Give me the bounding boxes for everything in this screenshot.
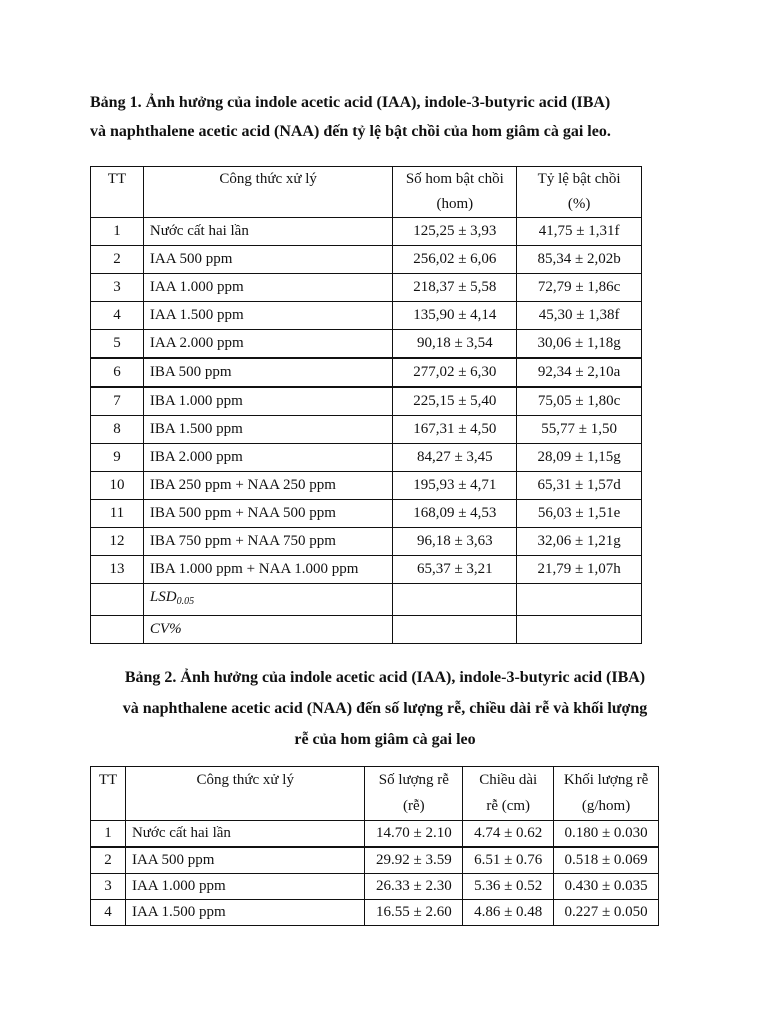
cell-formula: IBA 2.000 ppm xyxy=(143,444,393,472)
cell-shoot-count: 195,93 ± 4,71 xyxy=(393,472,517,500)
cell-formula: IBA 500 ppm xyxy=(143,358,393,387)
table-row xyxy=(91,500,642,528)
cell-shoot-rate: 72,79 ± 1,86c xyxy=(517,274,642,302)
header-root-mass xyxy=(554,767,659,821)
cell-root-count: 26.33 ± 2.30 xyxy=(365,874,463,900)
cell-shoot-rate: 92,34 ± 2,10a xyxy=(517,358,642,387)
cell-empty xyxy=(91,616,144,644)
table-row xyxy=(91,218,642,246)
cell-formula: IBA 1.500 ppm xyxy=(143,416,393,444)
header-tt xyxy=(91,167,144,218)
header-formula xyxy=(125,767,364,821)
cell-shoot-rate: 32,06 ± 1,21g xyxy=(517,528,642,556)
table2-caption-line3: rễ của hom giâm cà gai leo xyxy=(294,731,476,748)
cell-shoot-rate: 55,77 ± 1,50 xyxy=(517,416,642,444)
cell-tt: 1 xyxy=(91,218,144,246)
cell-shoot-rate: 85,34 ± 2,02b xyxy=(517,246,642,274)
cell-empty xyxy=(91,584,144,616)
table1 xyxy=(90,166,642,644)
table1-caption xyxy=(90,88,690,146)
cell-lsd-label xyxy=(143,584,393,616)
cell-formula: IAA 1.000 ppm xyxy=(143,274,393,302)
cell-root-count: 14.70 ± 2.10 xyxy=(365,821,463,848)
cell-tt: 4 xyxy=(91,302,144,330)
header-root-count-label: Số lượng rễ xyxy=(378,772,449,788)
cell-tt: 4 xyxy=(91,900,126,926)
cell-tt: 3 xyxy=(91,274,144,302)
header-formula-label: Công thức xử lý xyxy=(196,772,294,788)
table1-caption-line2: và naphthalene acetic acid (NAA) đến tỷ lệ bật chồi của hom giâm cà gai leo. xyxy=(90,123,611,140)
header-shoot-rate xyxy=(517,167,642,218)
cell-shoot-count: 125,25 ± 3,93 xyxy=(393,218,517,246)
header-root-mass-label: Khối lượng rễ xyxy=(563,772,649,788)
table-row xyxy=(91,330,642,359)
table-row xyxy=(91,246,642,274)
header-tt-label: TT xyxy=(107,171,127,187)
table-row xyxy=(91,274,642,302)
header-shoot-rate-unit: (%) xyxy=(567,196,591,212)
header-tt-label: TT xyxy=(98,772,118,788)
cell-root-mass: 0.180 ± 0.030 xyxy=(554,821,659,848)
header-shoot-count-label: Số hom bật chồi xyxy=(405,171,504,187)
cell-shoot-rate: 21,79 ± 1,07h xyxy=(517,556,642,584)
cell-shoot-rate: 75,05 ± 1,80c xyxy=(517,387,642,416)
cell-tt: 1 xyxy=(91,821,126,848)
cell-root-count: 16.55 ± 2.60 xyxy=(365,900,463,926)
cell-shoot-count: 96,18 ± 3,63 xyxy=(393,528,517,556)
cell-root-count: 29.92 ± 3.59 xyxy=(365,847,463,874)
cell-cv-label xyxy=(143,616,393,644)
cell-shoot-count: 168,09 ± 4,53 xyxy=(393,500,517,528)
table-row xyxy=(91,358,642,387)
table-row xyxy=(91,584,642,616)
cell-shoot-count: 218,37 ± 5,58 xyxy=(393,274,517,302)
table2 xyxy=(90,766,659,926)
cell-shoot-count: 167,31 ± 4,50 xyxy=(393,416,517,444)
table-row xyxy=(91,900,659,926)
cell-root-length: 4.86 ± 0.48 xyxy=(463,900,554,926)
cell-formula: IAA 2.000 ppm xyxy=(143,330,393,359)
cell-formula: IBA 500 ppm + NAA 500 ppm xyxy=(143,500,393,528)
lsd-subscript: 0.05 xyxy=(176,596,195,607)
header-formula-label: Công thức xử lý xyxy=(219,171,317,187)
table-row xyxy=(91,847,659,874)
cell-root-length: 6.51 ± 0.76 xyxy=(463,847,554,874)
table-row xyxy=(91,416,642,444)
cell-formula: IBA 750 ppm + NAA 750 ppm xyxy=(143,528,393,556)
cell-formula: Nước cất hai lần xyxy=(143,218,393,246)
cell-formula: IAA 1.000 ppm xyxy=(125,874,364,900)
table2-header-row xyxy=(91,767,659,821)
cell-shoot-rate: 56,03 ± 1,51e xyxy=(517,500,642,528)
header-shoot-count-unit: (hom) xyxy=(436,196,474,212)
cell-formula: IBA 1.000 ppm + NAA 1.000 ppm xyxy=(143,556,393,584)
cv-label: CV% xyxy=(149,621,182,637)
table-row xyxy=(91,302,642,330)
cell-root-mass: 0.518 ± 0.069 xyxy=(554,847,659,874)
lsd-label: LSD xyxy=(149,589,177,605)
table-row xyxy=(91,556,642,584)
table1-header-row xyxy=(91,167,642,218)
table1-caption-line1: Bảng 1. Ảnh hưởng của indole acetic acid (IAA), indole-3-butyric acid (IBA) xyxy=(90,94,611,111)
header-shoot-count xyxy=(393,167,517,218)
table-row xyxy=(91,874,659,900)
table-row xyxy=(91,821,659,848)
table2-caption xyxy=(90,662,680,755)
cell-formula: IBA 250 ppm + NAA 250 ppm xyxy=(143,472,393,500)
cell-shoot-rate: 45,30 ± 1,38f xyxy=(517,302,642,330)
cell-root-length: 4.74 ± 0.62 xyxy=(463,821,554,848)
cell-formula: IAA 1.500 ppm xyxy=(143,302,393,330)
cell-empty xyxy=(517,584,642,616)
table-row xyxy=(91,387,642,416)
header-root-count xyxy=(365,767,463,821)
cell-shoot-count: 84,27 ± 3,45 xyxy=(393,444,517,472)
header-root-length xyxy=(463,767,554,821)
cell-shoot-count: 90,18 ± 3,54 xyxy=(393,330,517,359)
cell-tt: 12 xyxy=(91,528,144,556)
cell-empty xyxy=(517,616,642,644)
cell-shoot-count: 277,02 ± 6,30 xyxy=(393,358,517,387)
cell-tt: 8 xyxy=(91,416,144,444)
cell-shoot-rate: 41,75 ± 1,31f xyxy=(517,218,642,246)
cell-tt: 2 xyxy=(91,246,144,274)
table2-caption-line1: Bảng 2. Ảnh hưởng của indole acetic acid (IAA), indole-3-butyric acid (IBA) xyxy=(124,669,646,686)
cell-formula: IAA 500 ppm xyxy=(143,246,393,274)
header-root-length-label: Chiều dài xyxy=(479,772,538,788)
cell-shoot-count: 256,02 ± 6,06 xyxy=(393,246,517,274)
cell-shoot-count: 65,37 ± 3,21 xyxy=(393,556,517,584)
table-row xyxy=(91,444,642,472)
table2-caption-line2: và naphthalene acetic acid (NAA) đến số lượng rễ, chiều dài rễ và khối lượng xyxy=(122,700,648,717)
cell-shoot-rate: 28,09 ± 1,15g xyxy=(517,444,642,472)
table-row xyxy=(91,528,642,556)
cell-shoot-count: 135,90 ± 4,14 xyxy=(393,302,517,330)
cell-tt: 2 xyxy=(91,847,126,874)
cell-shoot-count: 225,15 ± 5,40 xyxy=(393,387,517,416)
cell-formula: IBA 1.000 ppm xyxy=(143,387,393,416)
cell-tt: 6 xyxy=(91,358,144,387)
cell-root-mass: 0.430 ± 0.035 xyxy=(554,874,659,900)
cell-tt: 7 xyxy=(91,387,144,416)
cell-tt: 3 xyxy=(91,874,126,900)
cell-formula: IAA 500 ppm xyxy=(125,847,364,874)
cell-tt: 9 xyxy=(91,444,144,472)
header-root-mass-unit: (g/hom) xyxy=(581,798,631,814)
cell-formula: IAA 1.500 ppm xyxy=(125,900,364,926)
table-row xyxy=(91,616,642,644)
cell-tt: 11 xyxy=(91,500,144,528)
header-shoot-rate-label: Tỷ lệ bật chồi xyxy=(537,171,621,187)
header-formula xyxy=(143,167,393,218)
cell-root-length: 5.36 ± 0.52 xyxy=(463,874,554,900)
cell-shoot-rate: 30,06 ± 1,18g xyxy=(517,330,642,359)
header-tt xyxy=(91,767,126,821)
cell-tt: 13 xyxy=(91,556,144,584)
table-row xyxy=(91,472,642,500)
cell-tt: 10 xyxy=(91,472,144,500)
header-root-length-unit: rễ (cm) xyxy=(486,798,531,814)
cell-shoot-rate: 65,31 ± 1,57d xyxy=(517,472,642,500)
cell-empty xyxy=(393,616,517,644)
cell-tt: 5 xyxy=(91,330,144,359)
cell-empty xyxy=(393,584,517,616)
cell-root-mass: 0.227 ± 0.050 xyxy=(554,900,659,926)
header-root-count-unit: (rễ) xyxy=(403,798,425,814)
cell-formula: Nước cất hai lần xyxy=(125,821,364,848)
